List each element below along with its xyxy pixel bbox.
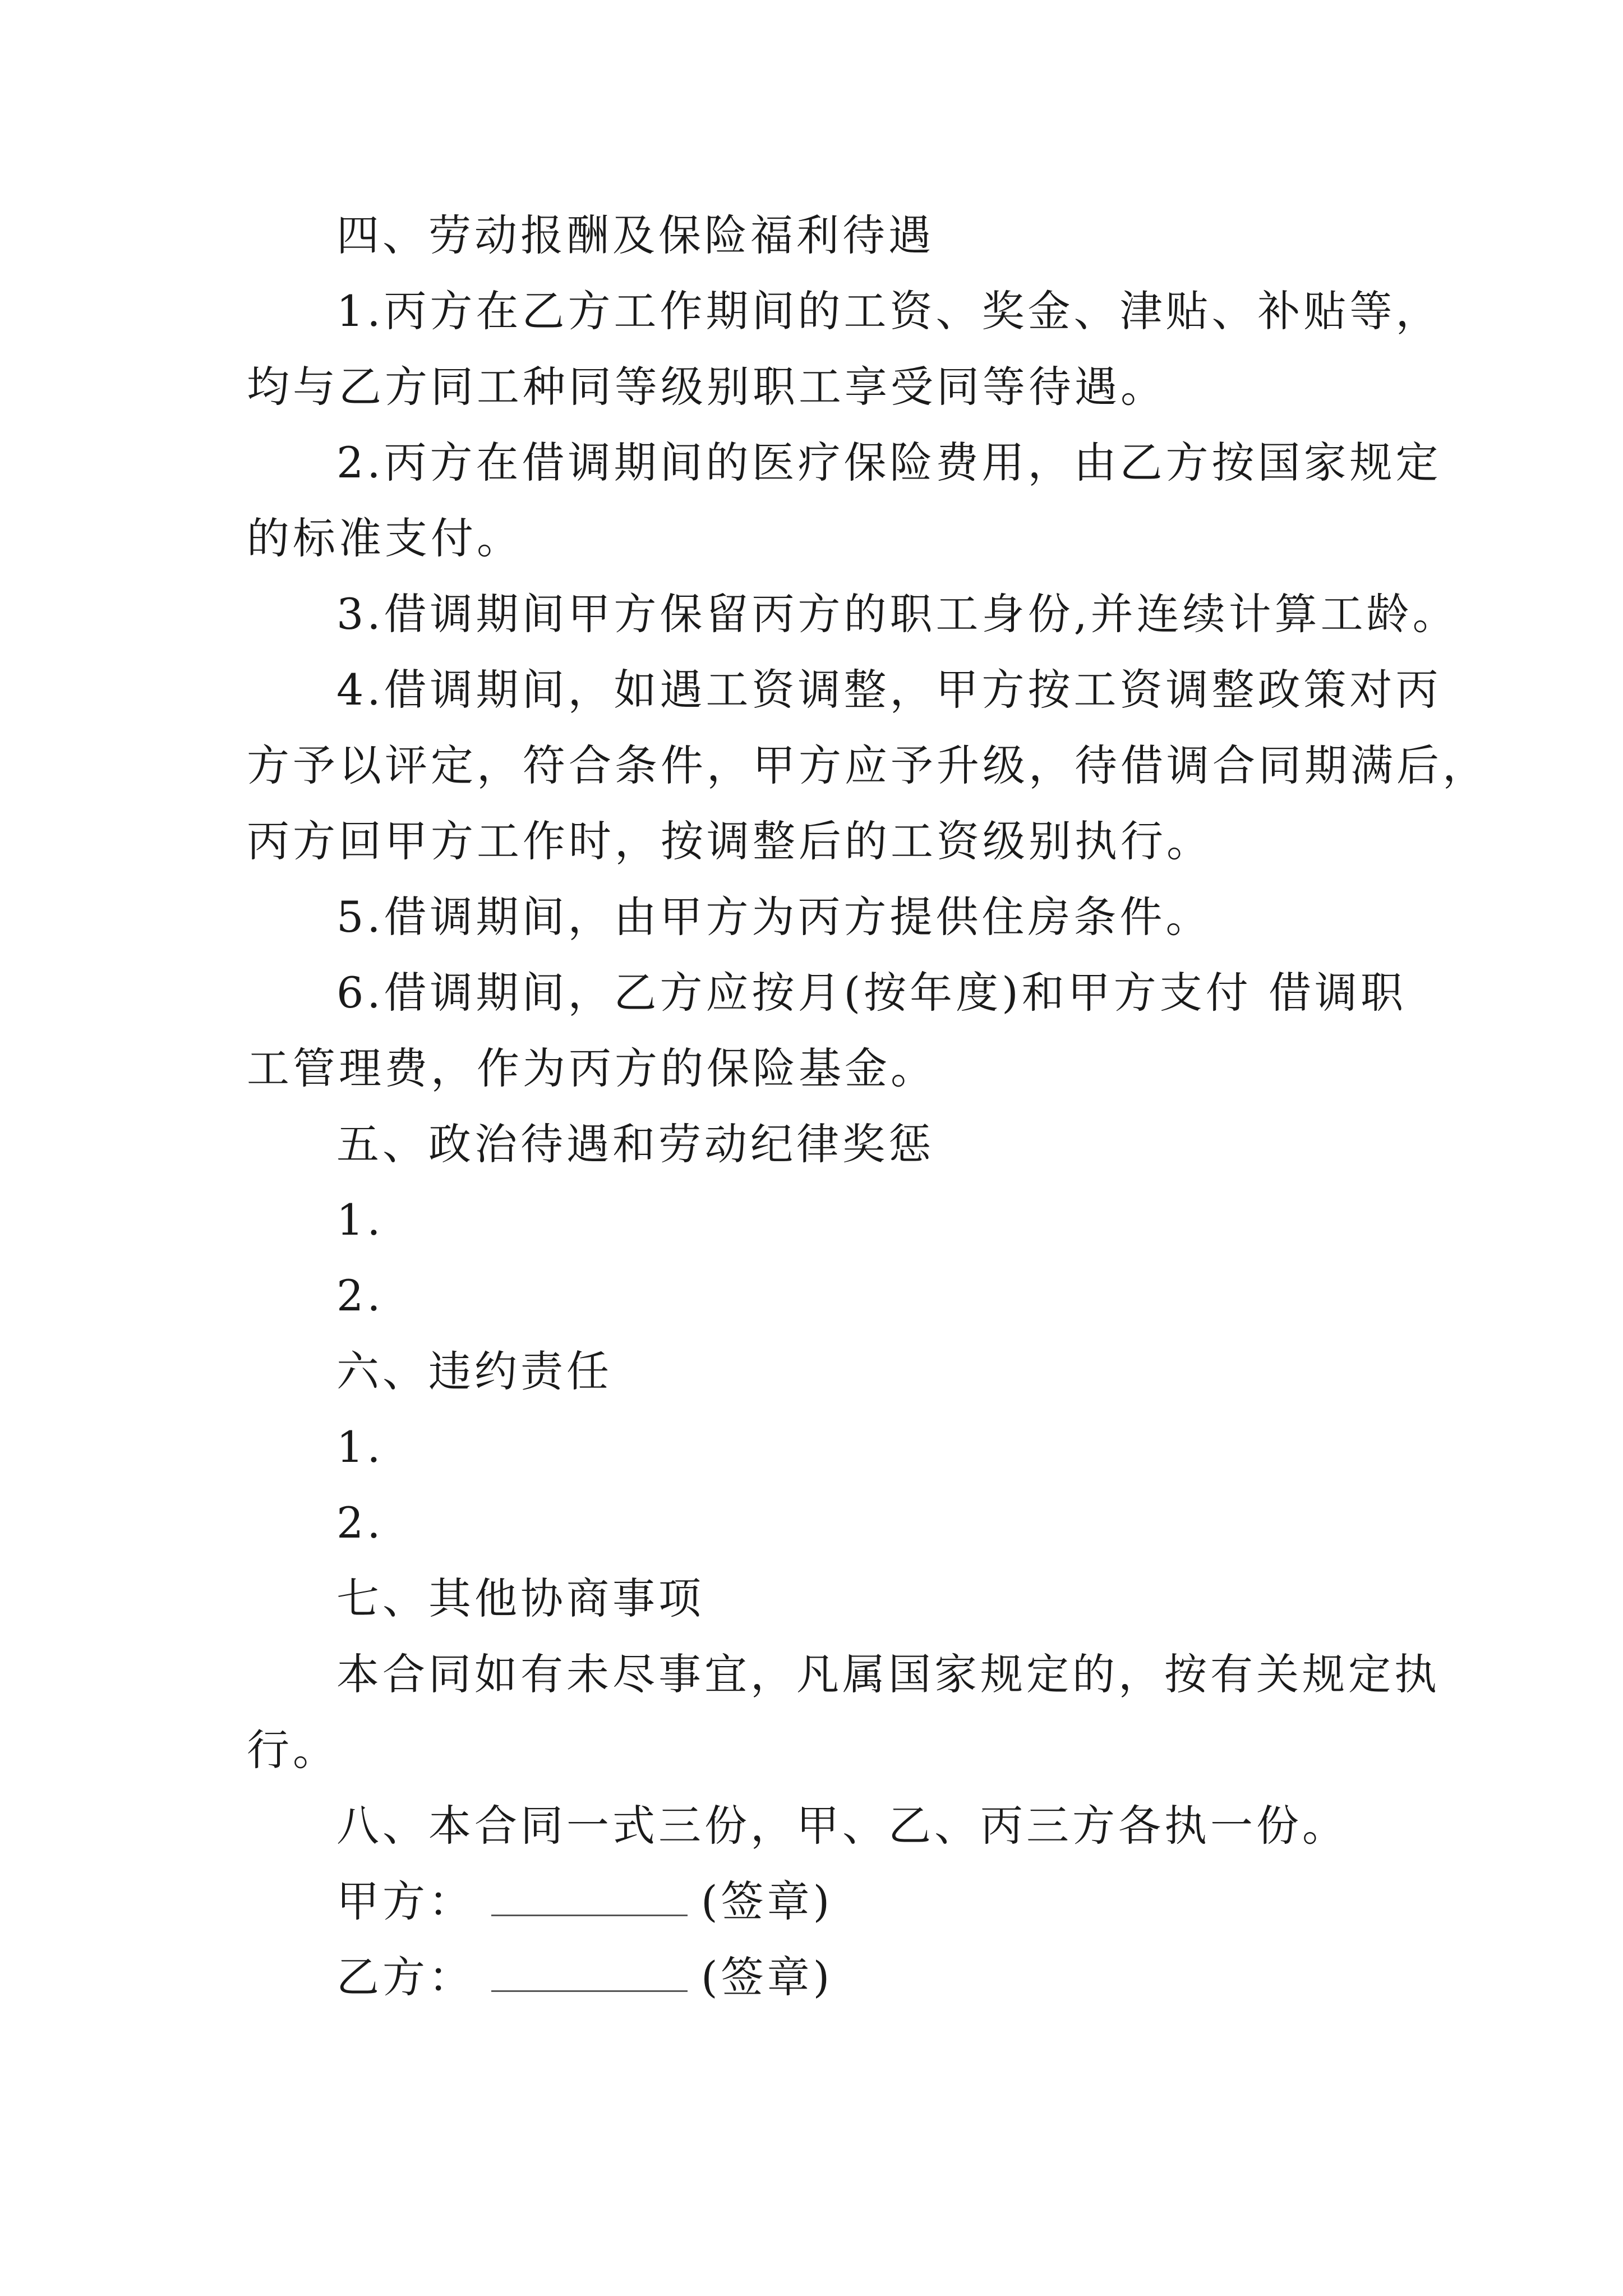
section5-item1: 1. <box>336 1195 384 1245</box>
section7-text-line2: 行。 <box>247 1725 339 1775</box>
section6-item2: 2. <box>336 1498 384 1548</box>
party-b-signature-line <box>491 1951 688 1992</box>
section7-heading: 七、其他协商事项 <box>336 1573 704 1623</box>
section4-item4-line2: 方予以评定，符合条件，甲方应予升级，待借调合同期满后， <box>247 740 1488 790</box>
party-a-label: 甲方： <box>336 1876 474 1926</box>
party-a-seal-label: (签章) <box>701 1876 833 1926</box>
party-a-signature-line <box>491 1875 688 1916</box>
section4-item2-line2: 的标准支付。 <box>247 513 523 563</box>
section8-heading: 八、本合同一式三份，甲、乙、丙三方各执一份。 <box>336 1801 1348 1851</box>
party-b-label: 乙方： <box>336 1952 474 2002</box>
section4-heading: 四、劳动报酬及保险福利待遇 <box>336 210 934 260</box>
signature-party-b <box>336 1949 833 2005</box>
section4-item4-line1: 4.借调期间，如遇工资调整，甲方按工资调整政策对丙 <box>336 665 1442 715</box>
party-b-seal-label: (签章) <box>701 1952 833 2002</box>
section6-heading: 六、违约责任 <box>336 1346 612 1396</box>
section4-item3: 3.借调期间甲方保留丙方的职工身份,并连续计算工龄。 <box>336 589 1459 639</box>
section4-item6-line1: 6.借调期间，乙方应按月(按年度)和甲方支付 借调职 <box>336 968 1407 1018</box>
section5-item2: 2. <box>336 1271 384 1320</box>
section4-item4-line3: 丙方回甲方工作时，按调整后的工资级别执行。 <box>247 816 1212 866</box>
section6-item1: 1. <box>336 1422 384 1472</box>
section7-text-line1: 本合同如有未尽事宜，凡属国家规定的，按有关规定执 <box>336 1649 1440 1699</box>
section4-item1-line2: 均与乙方同工种同等级别职工享受同等待遇。 <box>247 362 1166 412</box>
signature-party-a <box>336 1874 833 1930</box>
section5-heading: 五、政治待遇和劳动纪律奖惩 <box>336 1119 934 1169</box>
section4-item2-line1: 2.丙方在借调期间的医疗保险费用，由乙方按国家规定 <box>336 438 1442 487</box>
section4-item1-line1: 1.丙方在乙方工作期间的工资、奖金、津贴、补贴等， <box>336 286 1442 336</box>
section4-item6-line2: 工管理费，作为丙方的保险基金。 <box>247 1043 937 1093</box>
section4-item5: 5.借调期间，由甲方为丙方提供住房条件。 <box>336 892 1212 942</box>
